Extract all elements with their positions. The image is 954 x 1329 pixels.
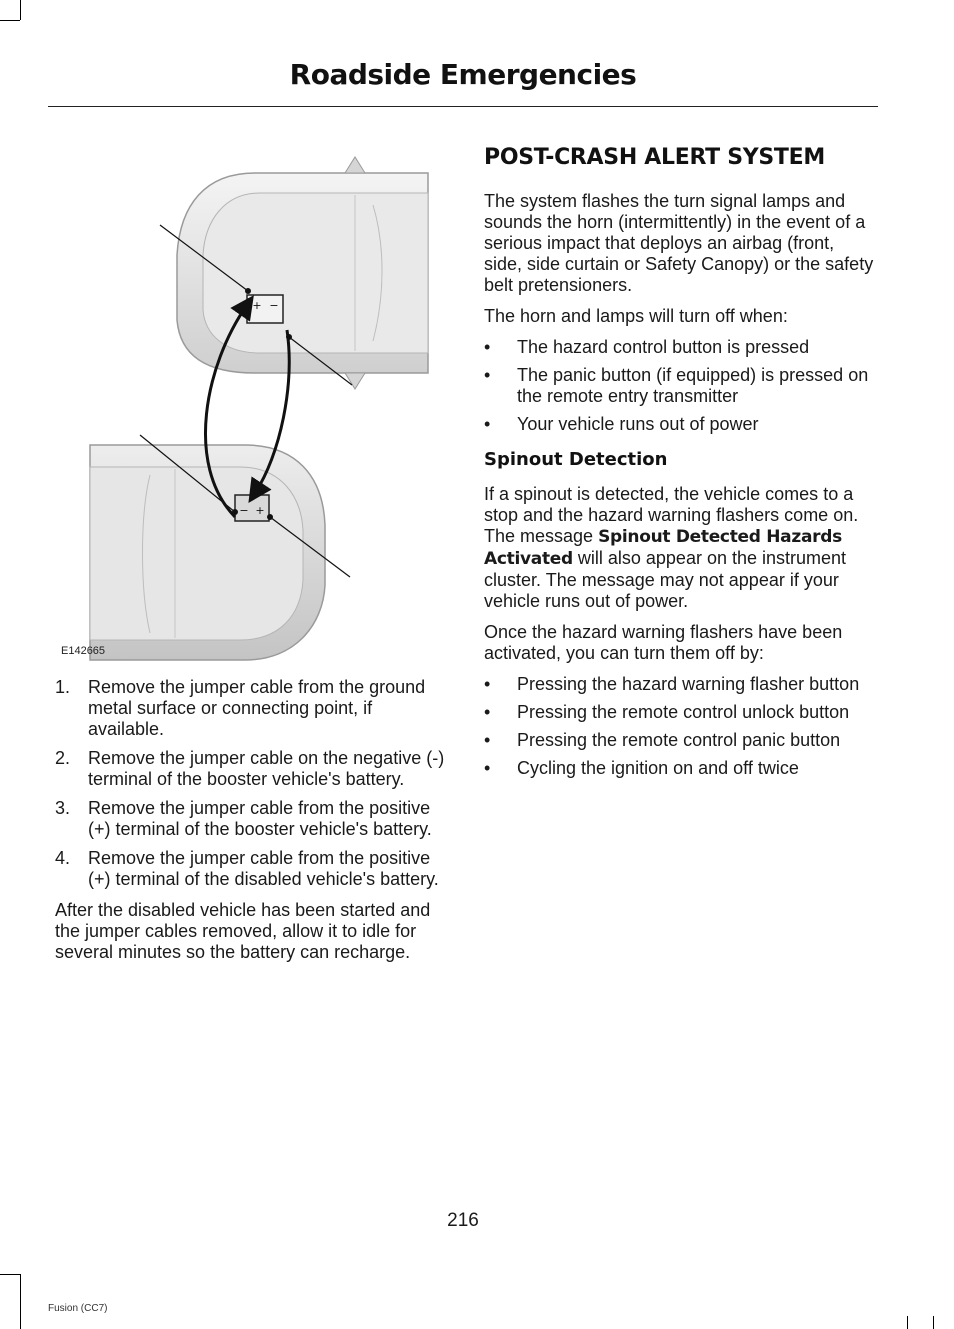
svg-text:−: − — [239, 504, 249, 517]
step-text: Remove the jumper cable on the negative (-) terminal of the booster vehicle's battery. — [88, 748, 445, 789]
bullet-text: Pressing the remote control panic button — [517, 730, 841, 750]
bullet-dot: • — [484, 730, 491, 750]
turn-off-intro: The horn and lamps will turn off when: — [484, 306, 788, 326]
step-number: 2. — [55, 748, 71, 768]
bullet-dot: • — [484, 758, 491, 778]
spinout-message: Spinout Detected Hazards Activated — [484, 527, 842, 569]
spinout-text-b: will also appear on the instrument cluster. The message may not appear if your vehicle runs out of power. — [484, 548, 847, 611]
bullet-dot: • — [484, 674, 491, 694]
intro-paragraph: The system flashes the turn signal lamps and sounds the horn (intermittently) in the event of a serious impact that deploys an airbag (front, side, side curtain or Safety Canopy) or the safety belt pretensioners. — [484, 191, 874, 295]
bullet-dot: • — [484, 365, 491, 385]
bullet-item — [484, 674, 876, 695]
section-heading: POST-CRASH ALERT SYSTEM — [484, 145, 825, 170]
crop-mark — [907, 1316, 908, 1329]
step-text: Remove the jumper cable from the ground metal surface or connecting point, if available. — [88, 677, 426, 739]
disabled-vehicle — [177, 157, 428, 389]
crop-mark — [0, 1274, 20, 1275]
bullet-dot: • — [484, 702, 491, 722]
bullet-text: The panic button (if equipped) is pressed on the remote entry transmitter — [517, 365, 869, 406]
spinout-text-a: If a spinout is detected, the vehicle comes to a stop and the hazard warning flashers come on. The message — [484, 484, 859, 546]
bullet-item — [484, 337, 876, 358]
bullet-item — [484, 730, 876, 751]
step-number: 4. — [55, 848, 71, 868]
bullet-text: Cycling the ignition on and off twice — [517, 758, 799, 778]
flashers-off-intro: Once the hazard warning flashers have been activated, you can turn them off by: — [484, 622, 843, 663]
step-number: 3. — [55, 798, 71, 818]
page-title: Roadside Emergencies — [289, 58, 637, 91]
page-number: 216 — [447, 1210, 479, 1231]
spinout-paragraph — [484, 484, 876, 612]
svg-text:+: + — [252, 299, 262, 312]
crop-mark — [0, 20, 20, 21]
right-column — [484, 145, 876, 786]
bullet-text: Your vehicle runs out of power — [517, 414, 759, 434]
step-item — [55, 677, 447, 740]
bullet-text: Pressing the remote control unlock button — [517, 702, 850, 722]
svg-text:+: + — [255, 504, 265, 517]
title-rule — [48, 106, 878, 107]
bullet-text: Pressing the hazard warning flasher button — [517, 674, 860, 694]
footer-model: Fusion (CC7) — [48, 1303, 108, 1314]
step-text: Remove the jumper cable from the positive (+) terminal of the disabled vehicle's battery. — [88, 848, 439, 889]
svg-text:−: − — [269, 299, 279, 312]
crop-mark — [20, 0, 21, 20]
bullet-text: The hazard control button is pressed — [517, 337, 810, 357]
bullet-item — [484, 365, 876, 407]
bullet-item — [484, 702, 876, 723]
bullet-dot: • — [484, 414, 491, 434]
crop-mark — [20, 1274, 21, 1329]
bullet-item — [484, 758, 876, 779]
left-column — [55, 677, 447, 963]
bullet-dot: • — [484, 337, 491, 357]
step-number: 1. — [55, 677, 71, 697]
booster-vehicle — [90, 445, 325, 660]
figure-code: E142665 — [61, 645, 106, 657]
step-item — [55, 848, 447, 890]
crop-mark — [933, 1316, 934, 1329]
jump-start-illustration — [55, 145, 445, 667]
step-item — [55, 798, 447, 840]
step-text: Remove the jumper cable from the positive (+) terminal of the booster vehicle's battery. — [88, 798, 432, 839]
closing-paragraph: After the disabled vehicle has been started and the jumper cables removed, allow it to idle for several minutes so the battery can recharge. — [55, 900, 431, 962]
cars-diagram — [55, 145, 445, 667]
step-item — [55, 748, 447, 790]
bullet-item — [484, 414, 876, 435]
subsection-heading: Spinout Detection — [484, 449, 668, 470]
